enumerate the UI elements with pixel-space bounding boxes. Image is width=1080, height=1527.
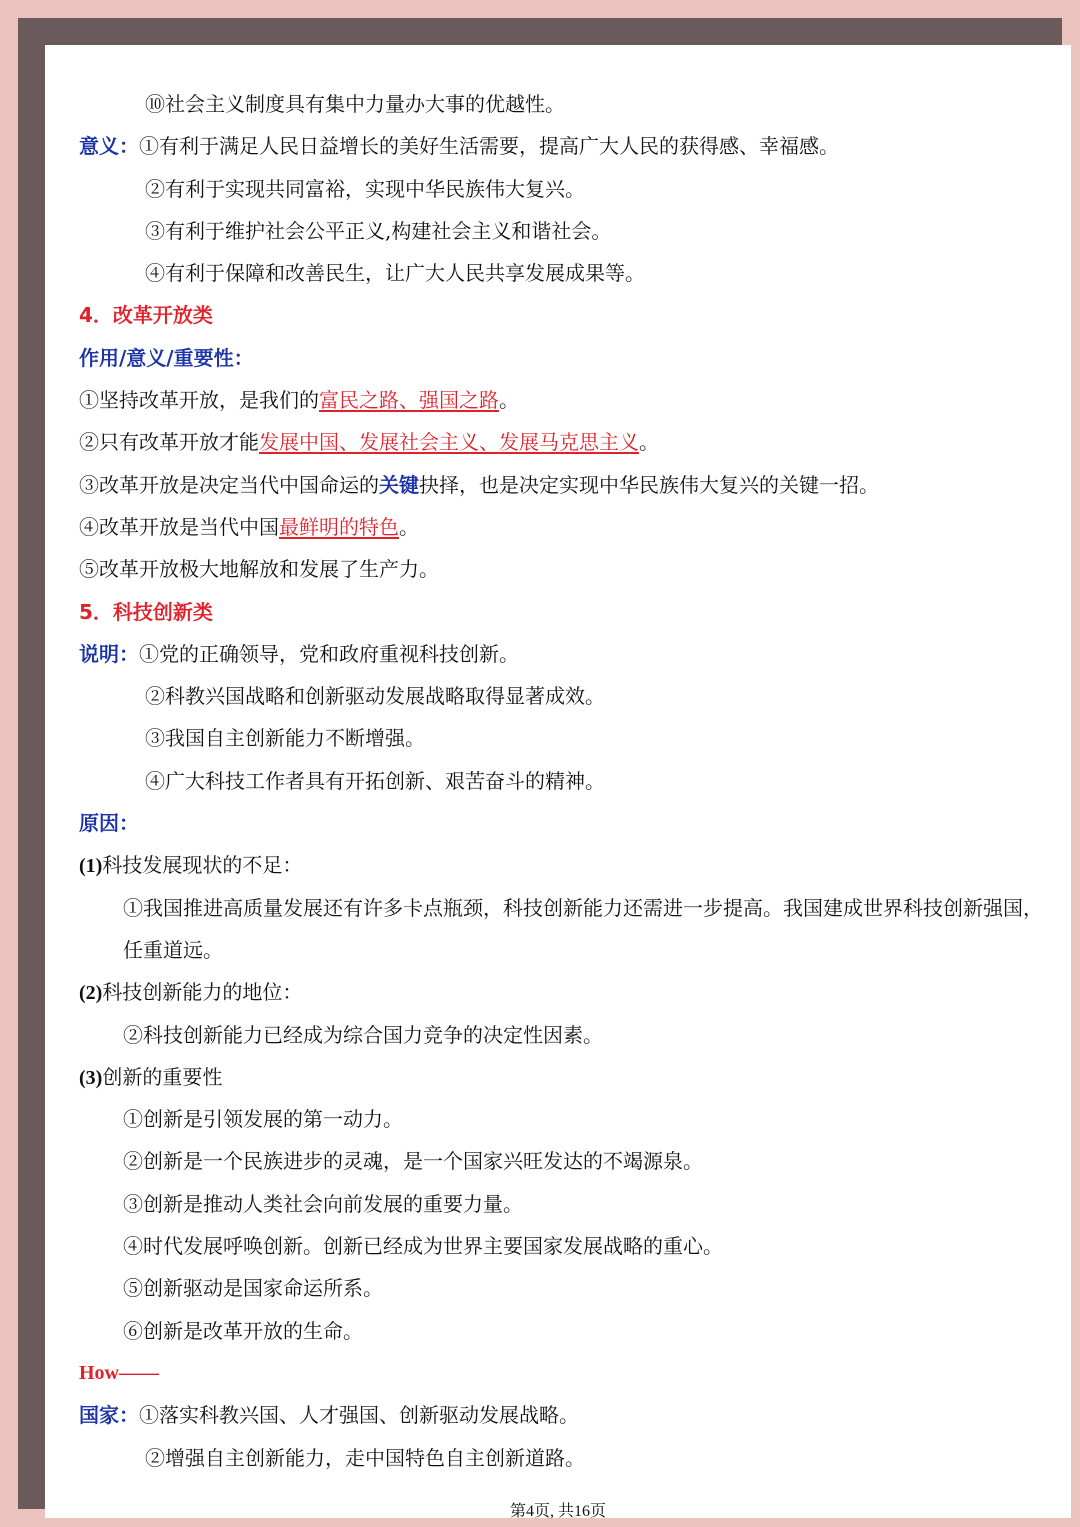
- list-item: ③我国自主创新能力不断增强。: [145, 726, 425, 751]
- list-item: ②创新是一个民族进步的灵魂，是一个国家兴旺发达的不竭源泉。: [123, 1149, 703, 1174]
- highlight-text: 最鲜明的特色: [279, 514, 399, 539]
- list-item: ②有利于实现共同富裕，实现中华民族伟大复兴。: [145, 176, 585, 201]
- list-item: ①坚持改革开放，是我们的富民之路、强国之路。: [79, 388, 519, 413]
- keyword-text: 关键: [379, 472, 419, 497]
- highlight-text: 发展中国、发展社会主义、发展马克思主义: [259, 430, 639, 455]
- document-page: [45, 45, 1071, 1518]
- label-yuanyin: 原因：: [79, 811, 139, 836]
- page-number: 第4页, 共16页: [509, 1503, 606, 1520]
- page-frame: [18, 18, 1062, 1520]
- section-title: 5．科技创新类: [79, 599, 213, 624]
- subheading: (1)科技发展现状的不足：: [79, 853, 303, 878]
- list-item: ④时代发展呼唤创新。创新已经成为世界主要国家发展战略的重心。: [123, 1234, 723, 1259]
- section-label: 作用/意义/重要性：: [79, 345, 254, 370]
- list-item: ②增强自主创新能力，走中国特色自主创新道路。: [145, 1445, 585, 1470]
- list-item: ⑤创新驱动是国家命运所系。: [123, 1276, 383, 1301]
- list-item: ④广大科技工作者具有开拓创新、艰苦奋斗的精神。: [145, 768, 605, 793]
- list-item: 国家：①落实科教兴国、人才强国、创新驱动发展战略。: [79, 1403, 579, 1428]
- list-item: ③创新是推动人类社会向前发展的重要力量。: [123, 1191, 523, 1216]
- list-item: 说明：①党的正确领导，党和政府重视科技创新。: [79, 641, 519, 666]
- list-item: ④有利于保障和改善民生，让广大人民共享发展成果等。: [145, 261, 645, 286]
- list-item: ⑩社会主义制度具有集中力量办大事的优越性。: [145, 92, 565, 116]
- list-item: ②科教兴国战略和创新驱动发展战略取得显著成效。: [145, 684, 605, 709]
- highlight-text: 富民之路、强国之路: [319, 388, 499, 413]
- label-shuoming: 说明：: [79, 641, 139, 666]
- list-item: ④改革开放是当代中国最鲜明的特色。: [79, 514, 419, 539]
- list-item: ①我国推进高质量发展还有许多卡点瓶颈，科技创新能力还需进一步提高。我国建成世界科技创新强国，任重道远。: [123, 895, 1043, 962]
- list-item: ②科技创新能力已经成为综合国力竞争的决定性因素。: [123, 1022, 603, 1047]
- subheading: (2)科技创新能力的地位：: [79, 980, 303, 1005]
- section-title: 4．改革开放类: [79, 303, 213, 328]
- list-item: ②只有改革开放才能发展中国、发展社会主义、发展马克思主义。: [79, 430, 659, 455]
- list-item: ⑥创新是改革开放的生命。: [123, 1318, 363, 1343]
- label-yiyi: 意义：: [79, 134, 139, 159]
- label-guojia: 国家：: [79, 1403, 139, 1428]
- subheading: (3)创新的重要性: [79, 1064, 223, 1089]
- list-item: ③有利于维护社会公平正义,构建社会主义和谐社会。: [145, 218, 612, 243]
- list-item: ③改革开放是决定当代中国命运的关键抉择，也是决定实现中华民族伟大复兴的关键一招。: [79, 472, 879, 497]
- how-heading: How——: [79, 1361, 159, 1384]
- list-item: 意义：①有利于满足人民日益增长的美好生活需要，提高广大人民的获得感、幸福感。: [79, 134, 839, 159]
- document-content: [79, 83, 1051, 1479]
- list-item: ⑤改革开放极大地解放和发展了生产力。: [79, 557, 439, 582]
- list-item: ①创新是引领发展的第一动力。: [123, 1107, 403, 1132]
